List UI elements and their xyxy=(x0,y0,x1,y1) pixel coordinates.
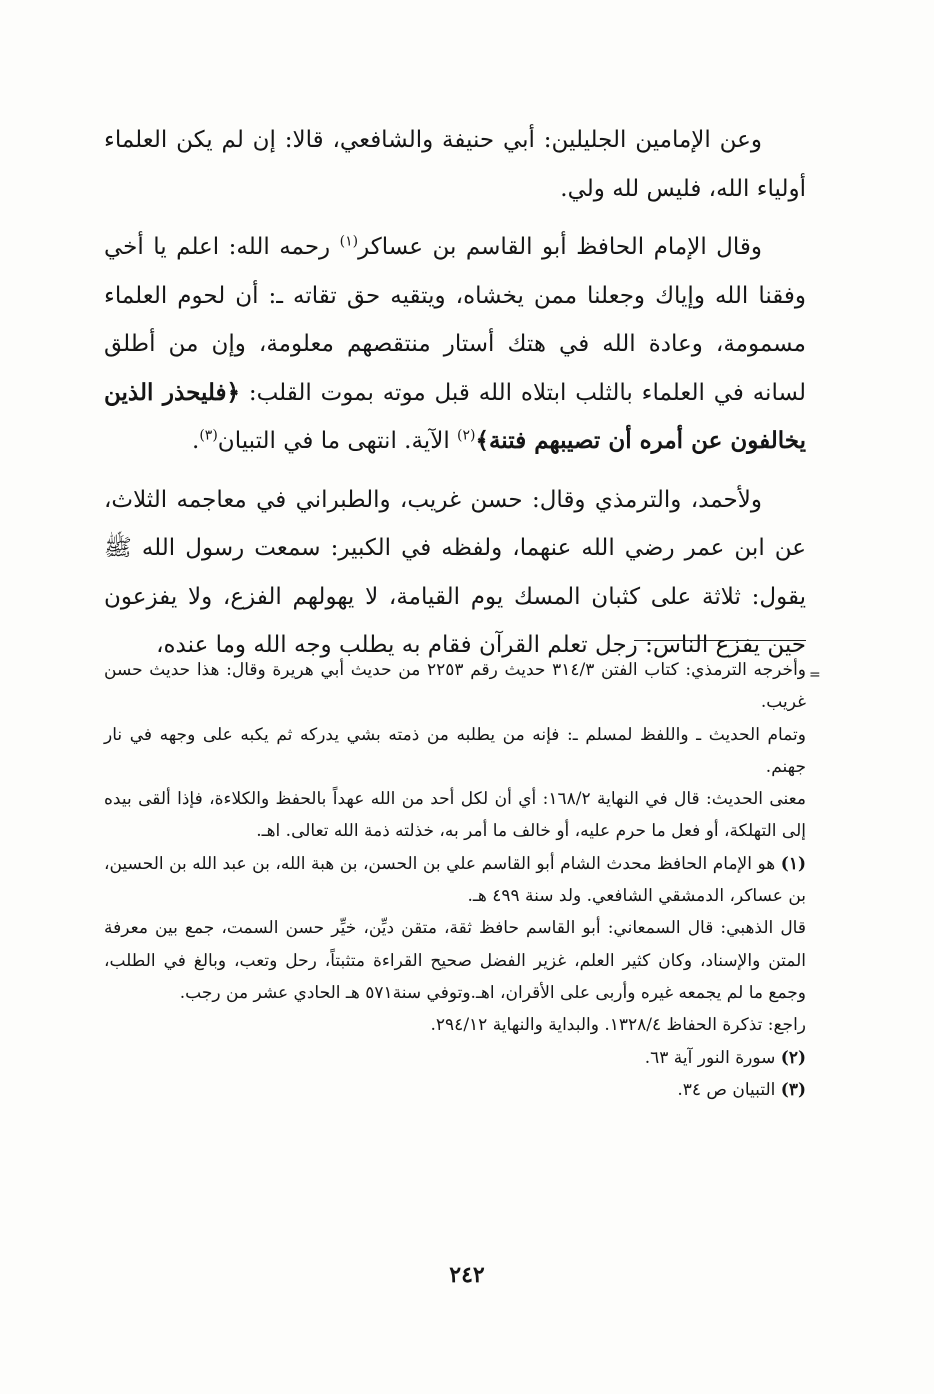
paragraph-2-part-c: الآية. انتهى ما في التبيان xyxy=(217,428,458,454)
footnote-continued-1: وأخرجه الترمذي: كتاب الفتن ٣١٤/٣ حديث رقم ٢٢٥٣ من حديث أبي هريرة وقال: هذا حديث حسن غريب. xyxy=(104,660,806,713)
footnote-ref-2[interactable]: (٢) xyxy=(457,427,476,444)
footnote-1-number: (١) xyxy=(780,853,806,874)
paragraph-2-part-d: . xyxy=(192,428,200,454)
footnote-continuation-mark: = xyxy=(809,667,821,683)
footnote-continued-3: معنى الحديث: قال في النهاية ١٦٨/٢: أي أن لكل أحد من الله عهداً بالحفظ والكلاءة، فإذا ألقى بيده إلى التهلكة، أو فعل ما حرم عليه، أو خالف ما أمر به، خذلته ذمة الله تعالى. اهـ. xyxy=(104,789,806,842)
footnote-1-text: هو الإمام الحافظ محدث الشام أبو القاسم علي بن الحسن، بن هبة الله، بن عبد الله بن الحسين، بن عساكر، الدمشقي الشافعي. ولد سنة ٤٩٩ هـ. xyxy=(104,853,806,907)
paragraph-1: وعن الإمامين الجليلين: أبي حنيفة والشافعي، قالا: إن لم يكن العلماء أولياء الله، فليس لله ولي. xyxy=(104,127,806,202)
page-number: ٢٤٢ xyxy=(449,1262,485,1288)
footnote-2-text: سورة النور آية ٦٣. xyxy=(644,1047,781,1068)
footnote-1-quote: قال الذهبي: قال السمعاني: أبو القاسم حافظ ثقة، متقن ديِّن، خيِّر حسن السمت، جمع بين معرفة المتن والإسناد، وكان كثير العلم، غزير الفضل صحيح القراءة متثبتاً، رحل وتعب، وبالغ في الطلب، وجمع ما لم يجمعه غيره وأربى على الأقران، اهـ.وتوفي سنة٥٧١ هـ الحادي عشر من رجب. xyxy=(104,918,806,1003)
footnote-3 xyxy=(104,1074,806,1106)
footnote-1 xyxy=(104,848,806,913)
quran-verse: ﴿فليحذر الذين يخالفون عن أمره أن تصيبهم فتنة﴾ xyxy=(104,378,806,454)
footnote-1-reference: راجع: تذكرة الحفاظ ١٣٢٨/٤. والبداية والنهاية ٢٩٤/١٢. xyxy=(430,1015,806,1036)
footnote-divider xyxy=(634,640,806,641)
paragraph-2-part-a: وقال الإمام الحافظ أبو القاسم بن عساكر xyxy=(358,234,763,260)
main-text xyxy=(104,116,806,670)
footnote-continued-2: وتمام الحديث ـ واللفظ لمسلم ـ: فإنه من يطلبه من ذمته بشي يدركه ثم يكبه على وجهه في نار جهنم. xyxy=(104,724,806,777)
paragraph-3: ولأحمد، والترمذي وقال: حسن غريب، والطبراني في معاجمه الثلاث، عن ابن عمر رضي الله عنهما، ولفظه في الكبير: سمعت رسول الله ﷺ يقول: ثلاثة على كثبان المسك يوم القيامة، لا يهولهم الفزع، ولا يفزعون حين يفزع الناس: رجل تعلم القرآن فقام به يطلب وجه الله وما عنده، xyxy=(104,486,806,658)
footnote-ref-3[interactable]: (٣) xyxy=(199,427,218,444)
footnote-ref-1[interactable]: (١) xyxy=(339,233,359,250)
footnotes xyxy=(104,654,806,1106)
footnote-3-number: (٣) xyxy=(780,1079,806,1100)
footnote-2-number: (٢) xyxy=(780,1047,806,1068)
paragraph-2-part-b: رحمه الله: اعلم يا أخي وفقنا الله وإياك وجعلنا ممن يخشاه، ويتقيه حق تقاته ـ: أن لحوم العلماء مسمومة، وعادة الله في هتك أستار منتقصهم معلومة، وإن من أطلق لسانه في العلماء بالثلب ابتلاه الله قبل موته بموت القلب: xyxy=(104,234,806,406)
footnote-3-text: التبيان ص ٣٤. xyxy=(677,1079,781,1100)
footnote-2 xyxy=(104,1042,806,1074)
paragraph-2 xyxy=(104,223,806,466)
